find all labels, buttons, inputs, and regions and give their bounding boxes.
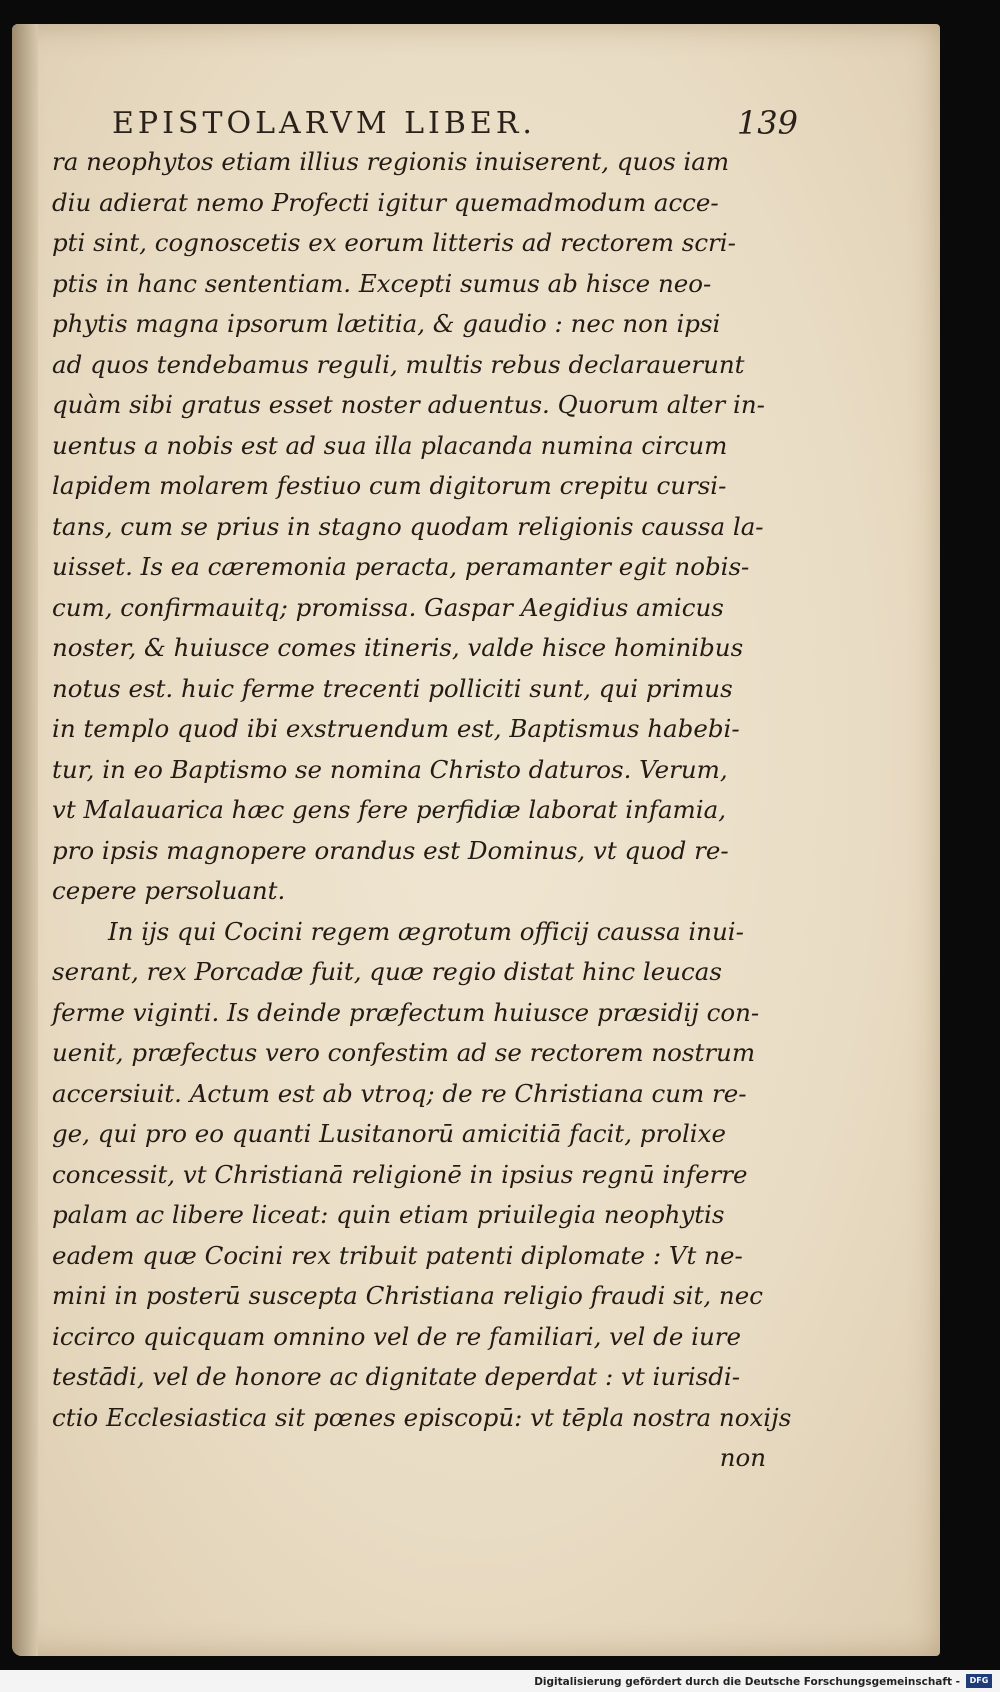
text-line: pti sint, cognoscetis ex eorum litteris ad rectorem scri- bbox=[52, 228, 736, 257]
text-line: cepere persoluant. bbox=[52, 876, 286, 905]
text-line: vt Malauarica hæc gens fere perfidiæ laborat infamia, bbox=[52, 795, 727, 824]
text-line: ra neophytos etiam illius regionis inuiserent, quos iam bbox=[52, 147, 730, 176]
text-line: concessit, vt Christianā religionē in ipsius regnū inferre bbox=[52, 1159, 748, 1189]
text-line: eadem quæ Cocini rex tribuit patenti diplomate : Vt ne- bbox=[52, 1240, 743, 1270]
text-line: ge, qui pro eo quanti Lusitanorū amicitiā facit, prolixe bbox=[52, 1119, 726, 1148]
text-line: quàm sibi gratus esset noster aduentus. Quorum alter in- bbox=[52, 390, 765, 419]
digitization-credit: Digitalisierung gefördert durch die Deutsche Forschungsgemeinschaft - bbox=[534, 1676, 960, 1688]
text-line: uisset. Is ea cæremonia peracta, peramanter egit nobis- bbox=[52, 552, 750, 581]
catchword: non bbox=[719, 1443, 766, 1472]
dfg-logo: DFG bbox=[966, 1674, 992, 1688]
text-line: uenit, præfectus vero confestim ad se rectorem nostrum bbox=[52, 1038, 756, 1067]
text-line: accersiuit. Actum est ab vtroq; de re Christiana cum re- bbox=[52, 1078, 747, 1108]
text-line: mini in posterū suscepta Christiana religio fraudi sit, nec bbox=[52, 1281, 763, 1310]
text-line: serant, rex Porcadæ fuit, quæ regio distat hinc leucas bbox=[52, 957, 722, 986]
text-line: palam ac libere liceat: quin etiam priuilegia neophytis bbox=[52, 1200, 725, 1229]
text-line: noster, & huiusce comes itineris, valde hisce hominibus bbox=[52, 633, 744, 662]
text-line: diu adierat nemo Profecti igitur quemadmodum acce- bbox=[52, 187, 719, 217]
text-line: iccirco quicquam omnino vel de re familiari, vel de iure bbox=[52, 1321, 741, 1351]
text-line: uentus a nobis est ad sua illa placanda numina circum bbox=[52, 430, 728, 460]
text-line: phytis magna ipsorum lætitia, & gaudio : nec non ipsi bbox=[52, 309, 721, 338]
running-head: EPISTOLARVM LIBER. bbox=[112, 106, 536, 141]
text-line: lapidem molarem festiuo cum digitorum crepitu cursi- bbox=[52, 471, 727, 500]
page-gutter bbox=[12, 24, 38, 1656]
page-header bbox=[88, 104, 800, 144]
text-line: testādi, vel de honore ac dignitate deperdat : vt iurisdi- bbox=[52, 1362, 741, 1391]
text-line: ferme viginti. Is deinde præfectum huiusce præsidij con- bbox=[52, 997, 760, 1027]
text-line: ad quos tendebamus reguli, multis rebus declarauerunt bbox=[52, 349, 745, 379]
text-line: pro ipsis magnopere orandus est Dominus, vt quod re- bbox=[52, 835, 729, 865]
body-text bbox=[52, 142, 792, 1479]
paragraph-start-line: In ijs qui Cocini regem ægrotum officij caussa inui- bbox=[108, 916, 744, 946]
page-number: 139 bbox=[736, 104, 798, 142]
text-line: ctio Ecclesiastica sit pœnes episcopū: vt tēpla nostra noxijs bbox=[52, 1402, 792, 1432]
text-line: tur, in eo Baptismo se nomina Christo daturos. Verum, bbox=[52, 754, 728, 784]
footer-bar bbox=[0, 1670, 1000, 1692]
text-line: tans, cum se prius in stagno quodam religionis caussa la- bbox=[52, 511, 764, 541]
text-line: notus est. huic ferme trecenti polliciti sunt, qui primus bbox=[52, 673, 733, 703]
text-line: cum, confirmauitq; promissa. Gaspar Aegidius amicus bbox=[52, 592, 724, 622]
text-line: ptis in hanc sententiam. Excepti sumus ab hisce neo- bbox=[52, 268, 712, 298]
text-line: in templo quod ibi exstruendum est, Baptismus habebi- bbox=[52, 714, 740, 743]
